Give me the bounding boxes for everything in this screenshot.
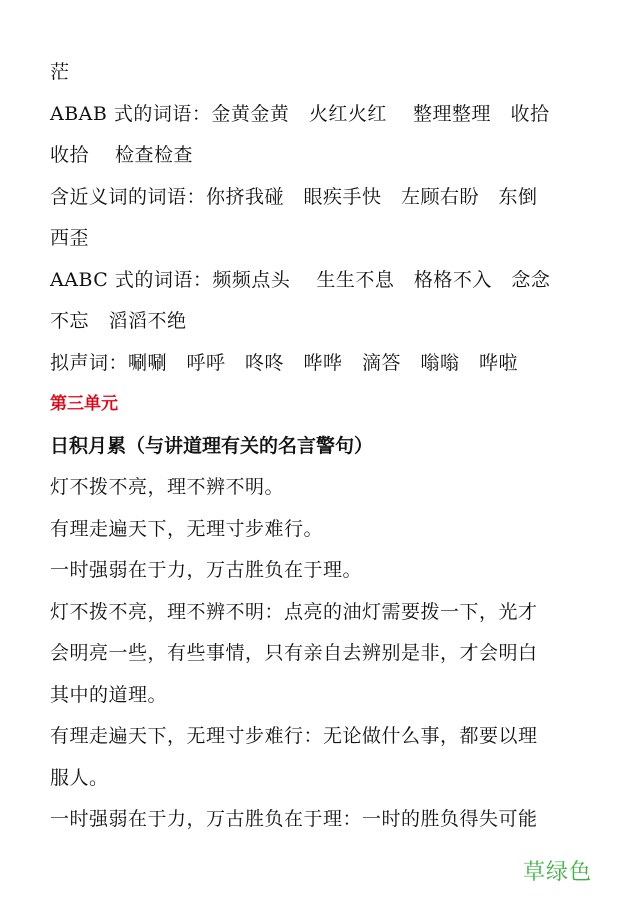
text-line: 不忘 滔滔不绝 <box>50 310 187 332</box>
text-line: 服人。 <box>50 766 109 789</box>
document-page <box>50 52 598 841</box>
text-line: 有理走遍天下，无理寸步难行。 <box>50 517 324 540</box>
text-line: 灯不拨不亮，理不辨不明：点亮的油灯需要拨一下，光才 <box>50 600 538 623</box>
text-line: 一时强弱在于力，万古胜负在于理。 <box>50 559 363 581</box>
text-line: 含近义词的词语：你挤我碰 眼疾手快 左顾右盼 东倒 <box>50 185 538 208</box>
text-line: 西歪 <box>50 227 90 249</box>
text-line: ABAB 式的词语：金黄金黄 火红火红 整理整理 收拾 <box>50 102 550 125</box>
watermark: 草绿色 <box>522 860 592 885</box>
text-line: 拟声词：唰唰 呼呼 咚咚 哗哗 滴答 嗡嗡 哗啦 <box>50 351 519 374</box>
text-line: 灯不拨不亮，理不辨不明。 <box>50 476 285 498</box>
text-line: 收拾 检查检查 <box>50 144 194 166</box>
text-line: 其中的道理。 <box>50 683 168 706</box>
text-line: 一时强弱在于力，万古胜负在于理：一时的胜负得失可能 <box>50 808 538 830</box>
text-line: 有理走遍天下，无理寸步难行：无论做什么事，都要以理 <box>50 725 538 747</box>
section-title: 第三单元 <box>50 394 118 414</box>
section-heading: 日积月累（与讲道理有关的名言警句） <box>50 434 374 457</box>
text-line: 茫 <box>50 61 70 83</box>
text-line: 会明亮一些，有些事情，只有亲自去辨别是非，才会明白 <box>50 642 538 664</box>
text-line: AABC 式的词语：频频点头 生生不息 格格不入 念念 <box>50 268 551 291</box>
